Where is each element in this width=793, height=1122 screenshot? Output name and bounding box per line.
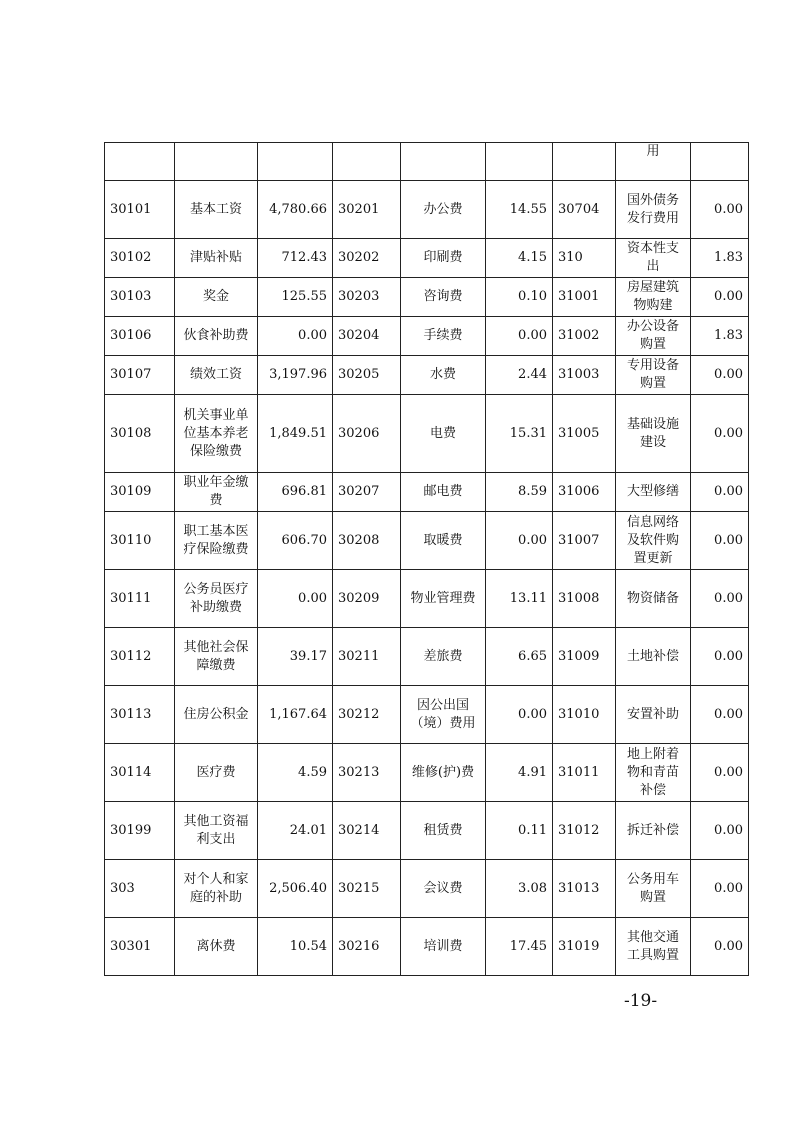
- item-name-cell: 职工基本医疗保险缴费: [175, 512, 258, 570]
- amount-cell: 6.65: [486, 628, 553, 686]
- econ-code-cell: 30113: [105, 686, 175, 744]
- item-name-cell: 房屋建筑物购建: [616, 278, 691, 317]
- item-name-cell: 机关事业单位基本养老保险缴费: [175, 395, 258, 473]
- amount-cell: 1.83: [691, 239, 749, 278]
- econ-code-cell: 30207: [333, 473, 401, 512]
- econ-code-cell: 30102: [105, 239, 175, 278]
- item-name-cell: 奖金: [175, 278, 258, 317]
- item-name-cell: 离休费: [175, 918, 258, 976]
- table-cell: [258, 143, 333, 181]
- amount-cell: 1,167.64: [258, 686, 333, 744]
- amount-cell: 1.83: [691, 317, 749, 356]
- econ-code-cell: 30215: [333, 860, 401, 918]
- amount-cell: 0.00: [691, 181, 749, 239]
- table-row: [105, 628, 749, 686]
- econ-code-cell: 31012: [553, 802, 616, 860]
- econ-code-cell: 31011: [553, 744, 616, 802]
- item-name-cell: 地上附着物和青苗补偿: [616, 744, 691, 802]
- amount-cell: 0.00: [691, 278, 749, 317]
- table-row: [105, 686, 749, 744]
- item-name-cell: 租赁费: [401, 802, 486, 860]
- econ-code-cell: 30205: [333, 356, 401, 395]
- amount-cell: 13.11: [486, 570, 553, 628]
- econ-code-cell: 30216: [333, 918, 401, 976]
- amount-cell: 15.31: [486, 395, 553, 473]
- table-body: [105, 143, 749, 976]
- econ-code-cell: 31006: [553, 473, 616, 512]
- econ-code-cell: 30199: [105, 802, 175, 860]
- amount-cell: 3.08: [486, 860, 553, 918]
- econ-code-cell: 30208: [333, 512, 401, 570]
- econ-code-cell: 30301: [105, 918, 175, 976]
- table-row: [105, 395, 749, 473]
- econ-code-cell: 30204: [333, 317, 401, 356]
- econ-code-cell: 30114: [105, 744, 175, 802]
- item-name-cell: 办公设备购置: [616, 317, 691, 356]
- amount-cell: 0.00: [691, 570, 749, 628]
- amount-cell: 0.00: [691, 395, 749, 473]
- table-cell: [333, 143, 401, 181]
- econ-code-cell: 30209: [333, 570, 401, 628]
- econ-code-cell: 30203: [333, 278, 401, 317]
- amount-cell: 696.81: [258, 473, 333, 512]
- item-name-cell: 其他工资福利支出: [175, 802, 258, 860]
- econ-code-cell: 30213: [333, 744, 401, 802]
- item-name-cell: 职业年金缴费: [175, 473, 258, 512]
- table-cell: [401, 143, 486, 181]
- econ-code-cell: 30214: [333, 802, 401, 860]
- econ-code-cell: 31008: [553, 570, 616, 628]
- econ-code-cell: 30206: [333, 395, 401, 473]
- budget-table: [104, 142, 749, 976]
- table-cell: [486, 143, 553, 181]
- amount-cell: 10.54: [258, 918, 333, 976]
- amount-cell: 0.00: [258, 570, 333, 628]
- table-row: [105, 278, 749, 317]
- table-row: [105, 356, 749, 395]
- item-name-cell: 办公费: [401, 181, 486, 239]
- table-row: [105, 918, 749, 976]
- amount-cell: 0.00: [691, 473, 749, 512]
- econ-code-cell: 30704: [553, 181, 616, 239]
- amount-cell: 0.00: [691, 802, 749, 860]
- amount-cell: 2.44: [486, 356, 553, 395]
- item-name-cell: 其他交通工具购置: [616, 918, 691, 976]
- econ-code-cell: 30212: [333, 686, 401, 744]
- econ-code-cell: 31019: [553, 918, 616, 976]
- econ-code-cell: 30106: [105, 317, 175, 356]
- econ-code-cell: 30111: [105, 570, 175, 628]
- amount-cell: 8.59: [486, 473, 553, 512]
- amount-cell: 2,506.40: [258, 860, 333, 918]
- econ-code-cell: 30110: [105, 512, 175, 570]
- item-name-cell: 印刷费: [401, 239, 486, 278]
- amount-cell: 0.00: [691, 686, 749, 744]
- item-name-cell: 物业管理费: [401, 570, 486, 628]
- amount-cell: 17.45: [486, 918, 553, 976]
- table-row: [105, 473, 749, 512]
- econ-code-cell: 30211: [333, 628, 401, 686]
- econ-code-cell: 31003: [553, 356, 616, 395]
- table-row: [105, 744, 749, 802]
- item-name-cell: 国外债务发行费用: [616, 181, 691, 239]
- item-name-cell: 水费: [401, 356, 486, 395]
- table-row: [105, 512, 749, 570]
- amount-cell: 4,780.66: [258, 181, 333, 239]
- amount-cell: 4.91: [486, 744, 553, 802]
- item-name-cell: 津贴补贴: [175, 239, 258, 278]
- amount-cell: 4.15: [486, 239, 553, 278]
- econ-code-cell: 310: [553, 239, 616, 278]
- amount-cell: 125.55: [258, 278, 333, 317]
- amount-cell: 0.00: [486, 317, 553, 356]
- amount-cell: 0.00: [691, 918, 749, 976]
- item-name-cell: 物资储备: [616, 570, 691, 628]
- table-row: [105, 317, 749, 356]
- table-cell: 用: [616, 143, 691, 181]
- table-cell: [105, 143, 175, 181]
- table-row: [105, 570, 749, 628]
- item-name-cell: 土地补偿: [616, 628, 691, 686]
- amount-cell: 24.01: [258, 802, 333, 860]
- item-name-cell: 拆迁补偿: [616, 802, 691, 860]
- table-cell: [553, 143, 616, 181]
- table-row: [105, 802, 749, 860]
- econ-code-cell: 31009: [553, 628, 616, 686]
- item-name-cell: 对个人和家庭的补助: [175, 860, 258, 918]
- item-name-cell: 公务员医疗补助缴费: [175, 570, 258, 628]
- item-name-cell: 伙食补助费: [175, 317, 258, 356]
- econ-code-cell: 31001: [553, 278, 616, 317]
- item-name-cell: 安置补助: [616, 686, 691, 744]
- item-name-cell: 基础设施建设: [616, 395, 691, 473]
- amount-cell: 0.00: [691, 744, 749, 802]
- amount-cell: 0.00: [691, 356, 749, 395]
- item-name-cell: 基本工资: [175, 181, 258, 239]
- item-name-cell: 差旅费: [401, 628, 486, 686]
- amount-cell: 0.00: [486, 686, 553, 744]
- econ-code-cell: 30201: [333, 181, 401, 239]
- econ-code-cell: 30107: [105, 356, 175, 395]
- table-row: [105, 181, 749, 239]
- econ-code-cell: 30112: [105, 628, 175, 686]
- item-name-cell: 手续费: [401, 317, 486, 356]
- econ-code-cell: 303: [105, 860, 175, 918]
- item-name-cell: 绩效工资: [175, 356, 258, 395]
- item-name-cell: 大型修缮: [616, 473, 691, 512]
- amount-cell: 712.43: [258, 239, 333, 278]
- item-name-cell: 电费: [401, 395, 486, 473]
- econ-code-cell: 31005: [553, 395, 616, 473]
- econ-code-cell: 30202: [333, 239, 401, 278]
- econ-code-cell: 30103: [105, 278, 175, 317]
- econ-code-cell: 31002: [553, 317, 616, 356]
- table-cell: [175, 143, 258, 181]
- page-number: -19-: [624, 991, 658, 1011]
- econ-code-cell: 31013: [553, 860, 616, 918]
- amount-cell: 0.11: [486, 802, 553, 860]
- item-name-cell: 其他社会保障缴费: [175, 628, 258, 686]
- item-name-cell: 住房公积金: [175, 686, 258, 744]
- econ-code-cell: 30109: [105, 473, 175, 512]
- item-name-cell: 邮电费: [401, 473, 486, 512]
- table-row: [105, 239, 749, 278]
- item-name-cell: 咨询费: [401, 278, 486, 317]
- item-name-cell: 培训费: [401, 918, 486, 976]
- amount-cell: 606.70: [258, 512, 333, 570]
- econ-code-cell: 30108: [105, 395, 175, 473]
- table-cell: [691, 143, 749, 181]
- amount-cell: 0.00: [691, 860, 749, 918]
- amount-cell: 0.00: [486, 512, 553, 570]
- econ-code-cell: 30101: [105, 181, 175, 239]
- amount-cell: 14.55: [486, 181, 553, 239]
- amount-cell: 0.00: [691, 512, 749, 570]
- amount-cell: 0.00: [258, 317, 333, 356]
- item-name-cell: 信息网络及软件购置更新: [616, 512, 691, 570]
- amount-cell: 4.59: [258, 744, 333, 802]
- item-name-cell: 因公出国（境）费用: [401, 686, 486, 744]
- item-name-cell: 维修(护)费: [401, 744, 486, 802]
- econ-code-cell: 31007: [553, 512, 616, 570]
- item-name-cell: 公务用车购置: [616, 860, 691, 918]
- amount-cell: 3,197.96: [258, 356, 333, 395]
- amount-cell: 1,849.51: [258, 395, 333, 473]
- item-name-cell: 医疗费: [175, 744, 258, 802]
- table-row: [105, 860, 749, 918]
- amount-cell: 0.10: [486, 278, 553, 317]
- item-name-cell: 取暖费: [401, 512, 486, 570]
- item-name-cell: 会议费: [401, 860, 486, 918]
- item-name-cell: 专用设备购置: [616, 356, 691, 395]
- item-name-cell: 资本性支出: [616, 239, 691, 278]
- econ-code-cell: 31010: [553, 686, 616, 744]
- table-row-continued: [105, 143, 749, 181]
- amount-cell: 39.17: [258, 628, 333, 686]
- amount-cell: 0.00: [691, 628, 749, 686]
